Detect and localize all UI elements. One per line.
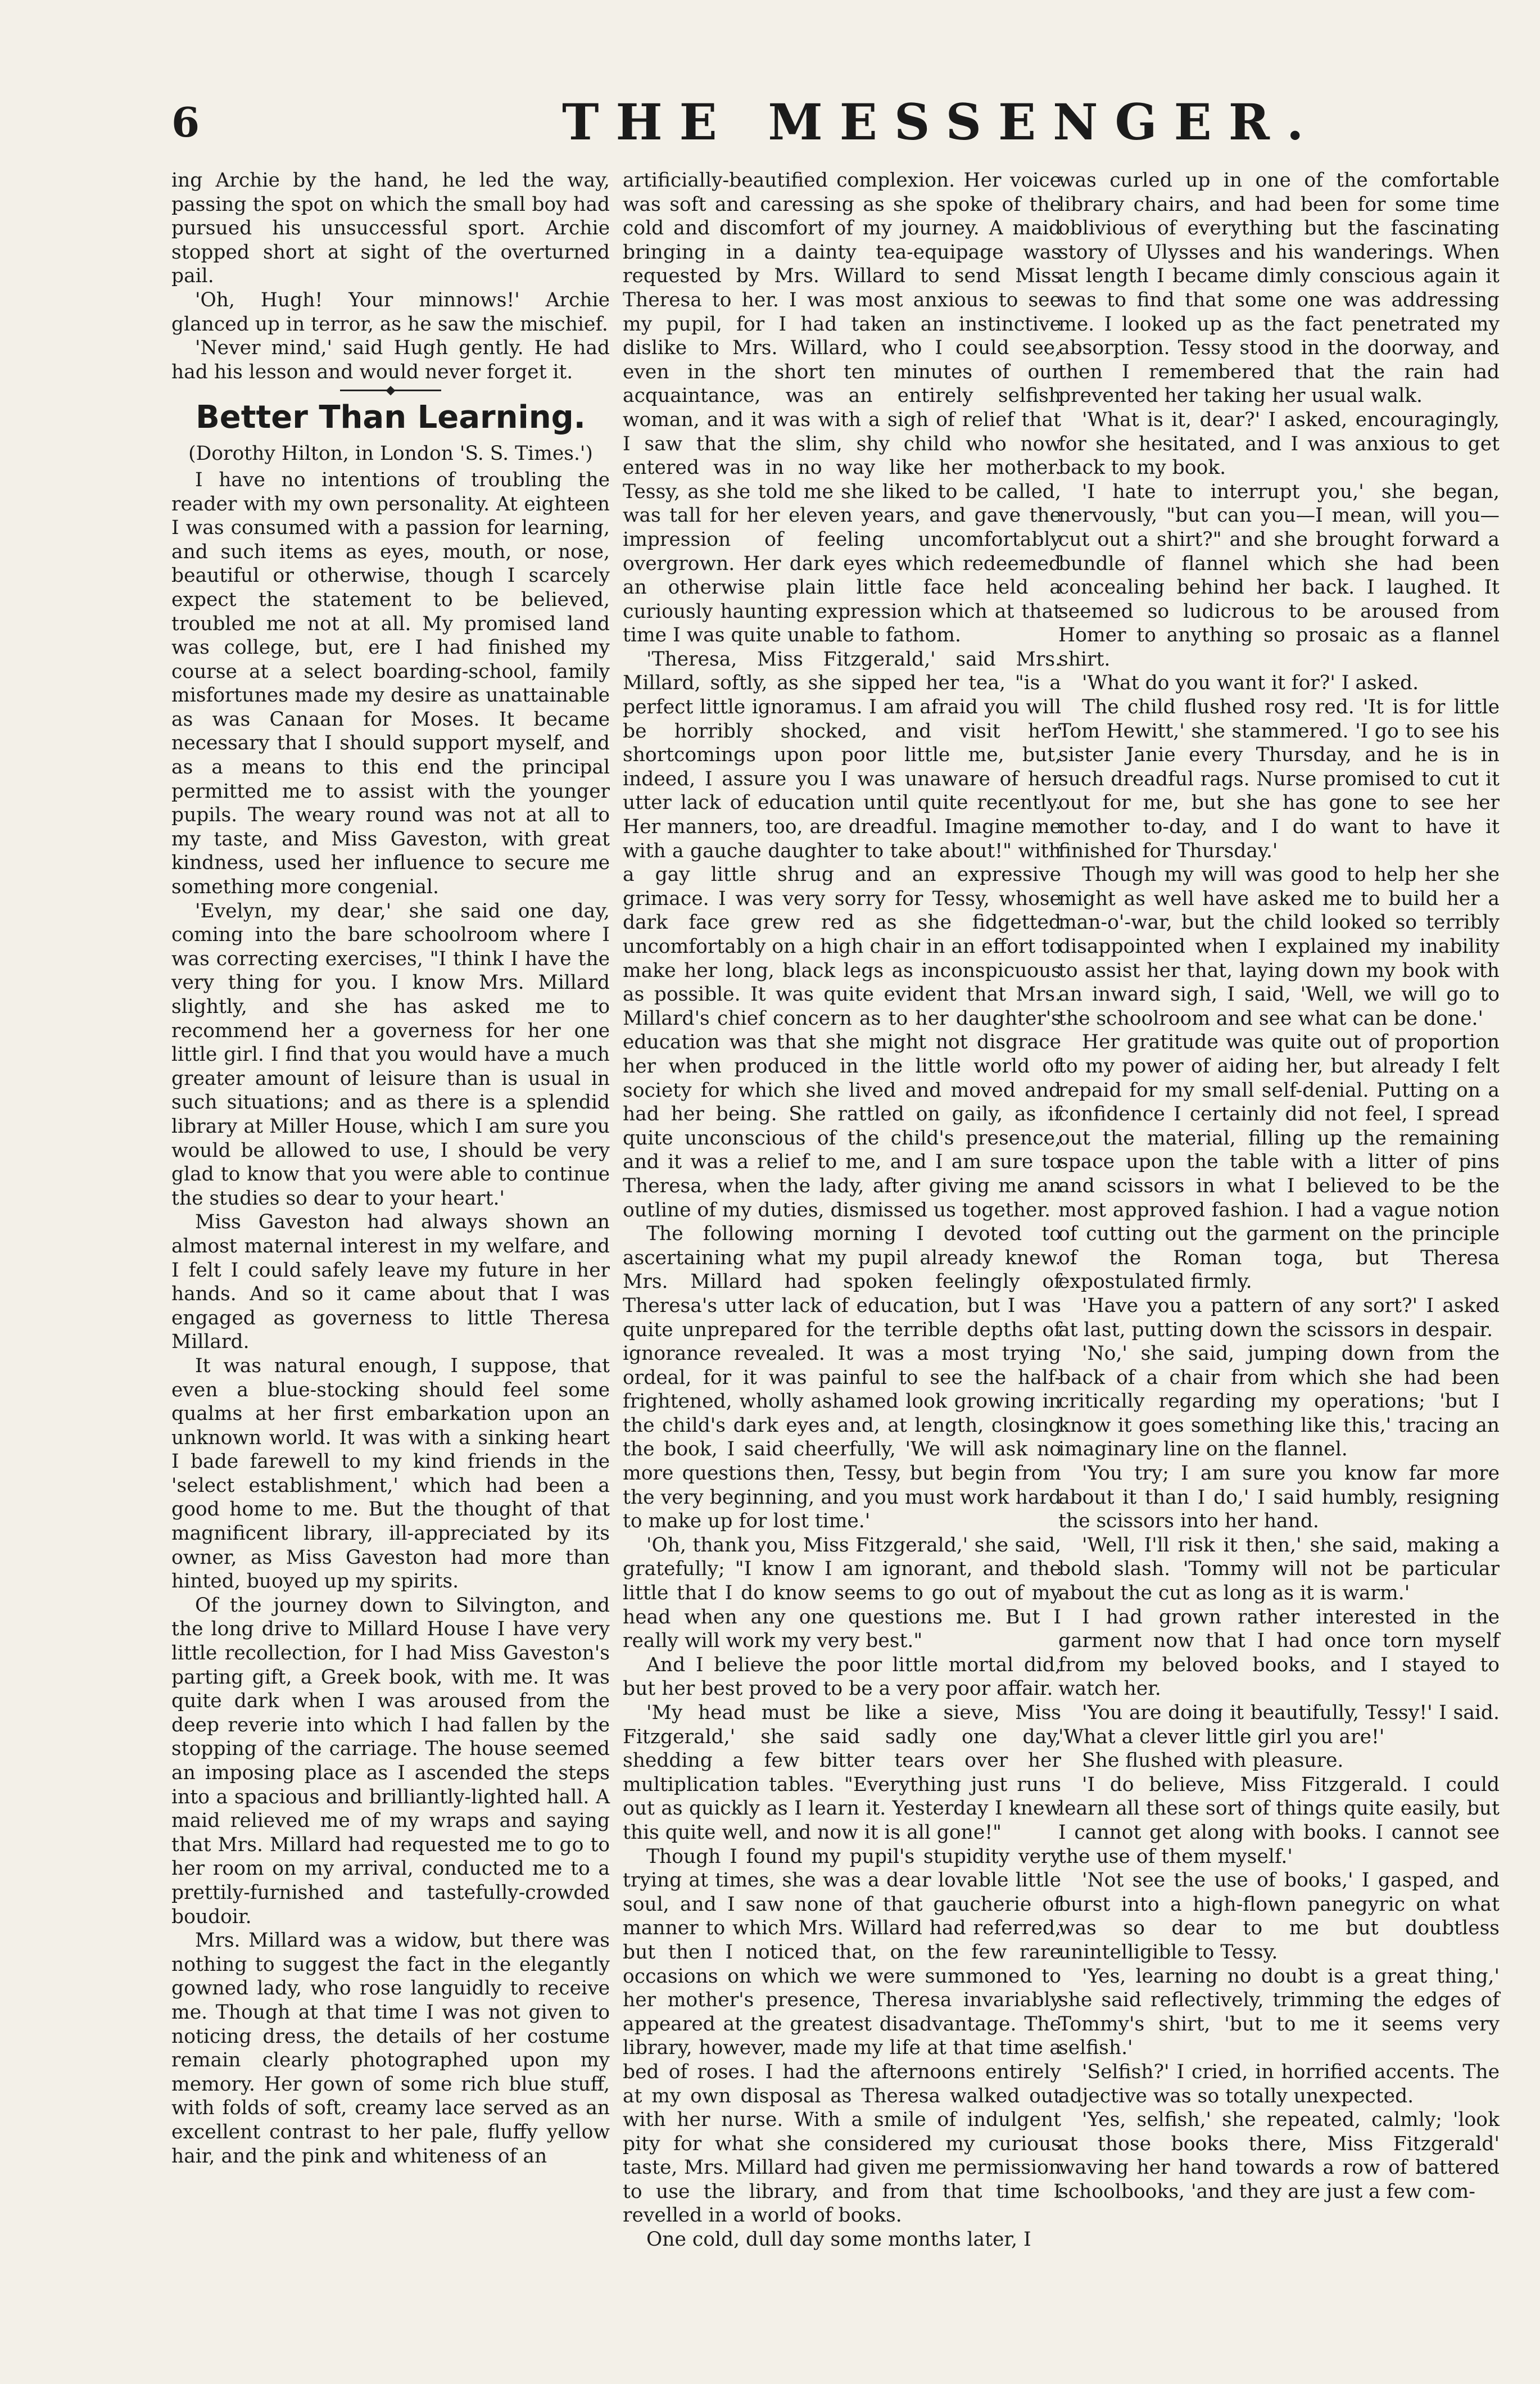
paragraph: 'Have you a pattern of any sort?' I asked at last, putting down the scissors in despair.: [1058, 1294, 1500, 1341]
paragraph: 'You try; I am sure you know far more about it than I do,' I said humbly, resigning the scissors into her hand.: [1058, 1462, 1500, 1533]
paragraph: 'Oh, thank you, Miss Fitzgerald,' she said, gratefully; "I know I am ignorant, and the little that I do know seems to go out of my head when any one questions me. But I really will work my very best.": [623, 1533, 1061, 1653]
paragraph: ing Archie by the hand, he led the way, passing the spot on which the small boy had pursued his unsuccessful sport. Archie stopped short at sight of the overturned pail.: [171, 169, 610, 288]
column-3: [1058, 169, 1500, 2204]
paragraph: Mrs. Millard was a widow, but there was nothing to suggest the fact in the elegantly gowned lady, who rose languidly to receive me. Though at that time I was not given to noticing dress, the details of her costume remain clearly photographed upon my memory. Her gown of some rich blue stuff, with folds of soft, creamy lace served as an excellent contrast to her pale, fluffy yellow hair, and the pink and whiteness of an: [171, 1929, 610, 2168]
paragraph: 'What do you want it for?' I asked.: [1082, 672, 1419, 695]
section-divider: [340, 390, 441, 391]
paragraph: 'Not see the use of books,' I gasped, and burst into a high-flown panegyric on what was so dear to me but doubtless unintelligible to Tessy.: [1058, 1869, 1500, 1964]
paragraph: artificially-beautified complexion. Her voice was soft and caressing as she spoke of the cold and discomfort of my journey. A maid bringing in a dainty tea-equipage was requested by Mrs. Willard to send Miss Theresa to her. I was most anxious to see my pupil, for I had taken an instinctive dislike to Mrs. Willard, who I could see, even in the short ten minutes of our acquaintance, was an entirely selfish woman, and it was with a sigh of relief that I saw that the slim, shy child who now entered was in no way like her mother. Tessy, as she told me she liked to be called, was tall for her eleven years, and gave the impression of feeling uncomfortably overgrown. Her dark eyes which redeemed an otherwise plain little face held a curiously haunting expression which at that time I was quite unable to fathom.: [623, 169, 1061, 647]
paragraph: 'You are doing it beautifully, Tessy!' I said. 'What a clever little girl you are!': [1058, 1702, 1500, 1748]
paragraph: was curled up in one of the comfortable library chairs, and had been for some time oblivious of everything but the fascinating story of Ulysses and his wanderings. When at length I became dimly conscious again it was to find that some one was addressing me. I looked up as the fact penetrated my absorption. Tessy stood in the doorway, and then I remembered that the rain had prevented her taking her usual walk.: [1058, 169, 1500, 408]
paragraph: 'My head must be like a sieve, Miss Fitzgerald,' she said sadly one day, shedding a few bitter tears over her multiplication tables. "Everything just runs out as quickly as I learn it. Yesterday I knew this quite well, and now it is all gone!": [623, 1702, 1061, 1844]
paragraph: The following morning I devoted to ascertaining what my pupil already knew. Mrs. Millard had spoken feelingly of Theresa's utter lack of education, but I was quite unprepared for the terrible depths of ignorance revealed. It was a most trying ordeal, for it was painful to see the half-frightened, wholly ashamed look growing in the child's dark eyes and, at length, closing the book, I said cheerfully, 'We will ask no more questions then, Tessy, but begin from the very beginning, and you must work hard to make up for lost time.': [623, 1223, 1061, 1533]
paragraph: 'Evelyn, my dear,' she said one day, coming into the bare schoolroom where I was correcting exercises, "I think I have the very thing for you. I know Mrs. Millard slightly, and she has asked me to recommend her a governess for her one little girl. I find that you would have a much greater amount of leisure than is usual in such situations; and as there is a splendid library at Miller House, which I am sure you would be allowed to use, I should be very glad to know that you were able to continue the studies so dear to your heart.': [171, 899, 610, 1210]
paragraph: It was natural enough, I suppose, that even a blue-stocking should feel some qualms at her first embarkation upon an unknown world. It was with a sinking heart I bade farewell to my kind friends in the 'select establishment,' which had been a good home to me. But the thought of that magnificent library, ill-appreciated by its owner, as Miss Gaveston had more than hinted, buoyed up my spirits.: [171, 1354, 610, 1593]
paragraph: Though my will was good to help her she might as well have asked me to build her a man-o'-war, but the child looked so terribly disappointed when I explained my inability to assist her that, laying down my book with an inward sigh, I said, 'Well, we will go to the schoolroom and see what can be done.': [1058, 863, 1500, 1030]
paragraph: 'What is it, dear?' I asked, encouragingly, for she hesitated, and I was anxious to get back to my book.: [1058, 408, 1500, 479]
paragraph: Though I found my pupil's stupidity very trying at times, she was a dear lovable little soul, and I saw none of that gaucherie of manner to which Mrs. Willard had referred, but then I noticed that, on the few rare occasions on which we were summoned to her mother's presence, Theresa invariably appeared at the greatest disadvantage. The library, however, made my life at that time a bed of roses. I had the afternoons entirely at my own disposal as Theresa walked out with her nurse. With a smile of indulgent pity for what she considered my curious taste, Mrs. Millard had given me permission to use the library, and from that time I revelled in a world of books.: [623, 1845, 1061, 2227]
paragraph: I had grown rather interested in the garment now that I had once torn myself from my beloved books, and I stayed to watch her.: [1058, 1605, 1500, 1700]
paragraph: 'No,' she said, jumping down from the back of a chair from which she had been critically regarding my operations; 'but I know it goes something like this,' tracing an imaginary line on the flannel.: [1058, 1342, 1500, 1461]
paragraph: 'Yes, learning no doubt is a great thing,' she said reflectively, trimming the edges of Tommy's shirt, 'but to me it seems very selfish.': [1058, 1965, 1500, 2060]
page-number: 6: [171, 98, 200, 146]
paragraph: 'I do believe, Miss Fitzgerald. I could learn all these sort of things quite easily, but I cannot get along with books. I cannot see the use of them myself.': [1058, 1773, 1500, 1868]
paragraph: I have no intentions of troubling the reader with my own personality. At eighteen I was consumed with a passion for learning, and such items as eyes, mouth, or nose, beautiful or otherwise, though I scarcely expect the statement to be believed, troubled me not at all. My promised land was college, but, ere I had finished my course at a select boarding-school, family misfortunes made my desire as unattainable as was Canaan for Moses. It became necessary that I should support myself, and as a means to this end the principal permitted me to assist with the younger pupils. The weary round was not at all to my taste, and Miss Gaveston, with great kindness, used her influence to secure me something more congenial.: [171, 468, 610, 899]
paragraph: 'Selfish?' I cried, in horrified accents. The adjective was so totally unexpected.: [1058, 2060, 1500, 2107]
paragraph: 'Yes, selfish,' she repeated, calmly; 'look at those books there, Miss Fitzgerald' waving her hand towards a row of battered schoolbooks, 'and they are just a few com-: [1058, 2109, 1500, 2203]
article-byline: (Dorothy Hilton, in London 'S. S. Times.'): [188, 442, 593, 465]
column-2: [623, 169, 1061, 2252]
article-headline: Better Than Learning.: [196, 399, 586, 436]
paragraph: 'Theresa, Miss Fitzgerald,' said Mrs. Millard, softly, as she sipped her tea, "is a perfect little ignoramus. I am afraid you will be horribly shocked, and visit her shortcomings upon poor little me, but, indeed, I assure you I was unaware of her utter lack of education until quite recently. Her manners, too, are dreadful. Imagine me with a gauche daughter to take about!" with a gay little shrug and an expressive grimace. I was very sorry for Tessy, whose dark face grew red as she fidgetted uncomfortably on a high chair in an effort to make her long, black legs as inconspicuous as possible. It was quite evident that Mrs. Millard's chief concern as to her daughter's education was that she might not disgrace her when produced in the little world of society for which she lived and moved and had her being. She rattled on gaily, as if quite unconscious of the child's presence, and it was a relief to me, and I am sure to Theresa, when the lady, after giving me an outline of my duties, dismissed us together.: [623, 648, 1061, 1222]
paragraph: Of the journey down to Silvington, and the long drive to Millard House I have very little recollection, for I had Miss Gaveston's parting gift, a Greek book, with me. It was quite dark when I was aroused from the deep reverie into which I had fallen by the stopping of the carriage. The house seemed an imposing place as I ascended the steps into a spacious and brilliantly-lighted hall. A maid relieved me of my wraps and saying that Mrs. Millard had requested me to go to her room on my arrival, conducted me to a prettily-furnished and tastefully-crowded boudoir.: [171, 1594, 610, 1928]
paragraph: And I believe the poor little mortal did, but her best proved to be a very poor affair.: [623, 1653, 1061, 1700]
paragraph: 'Oh, Hugh! Your minnows!' Archie glanced up in terror, as he saw the mischief.: [171, 288, 610, 336]
paragraph: Miss Gaveston had always shown an almost maternal interest in my welfare, and I felt I could safely leave my future in her hands. And so it came about that I was engaged as governess to little Theresa Millard.: [171, 1211, 610, 1354]
paragraph: She flushed with pleasure.: [1082, 1749, 1344, 1772]
paragraph: 'Never mind,' said Hugh gently. He had had his lesson and would never forget it.: [171, 337, 610, 383]
paragraph: 'I hate to interrupt you,' she began, nervously, "but can you—I mean, will you—cut out a shirt?" and she brought forward a bundle of flannel which she had been concealing behind her back. I laughed. It seemed so ludicrous to be aroused from Homer to anything so prosaic as a flannel shirt.: [1058, 480, 1500, 671]
masthead-title: THE MESSENGER.: [562, 93, 1321, 151]
paragraph: 'Well, I'll risk it then,' she said, making a bold slash. 'Tommy will not be particular about the cut as long as it is warm.': [1058, 1533, 1500, 1605]
paragraph: One cold, dull day some months later, I: [646, 2228, 1031, 2251]
paragraph: The child flushed rosy red. 'It is for little Tom Hewitt,' she stammered. 'I go to see his sister Janie every Thursday, and he is in such dreadful rags. Nurse promised to cut it out for me, but she has gone to see her mother to-day, and I do want to have it finished for Thursday.': [1058, 696, 1500, 862]
column-1: [171, 169, 610, 2168]
paragraph: Her gratitude was quite out of proportion to my power of aiding her, but already I felt repaid for my small self-denial. Putting on a confidence I certainly did not feel, I spread out the material, filling up the remaining space upon the table with a litter of pins and scissors in what I believed to be the most approved fashion. I had a vague notion of cutting out the garment on the principle of the Roman toga, but Theresa expostulated firmly.: [1058, 1031, 1500, 1293]
